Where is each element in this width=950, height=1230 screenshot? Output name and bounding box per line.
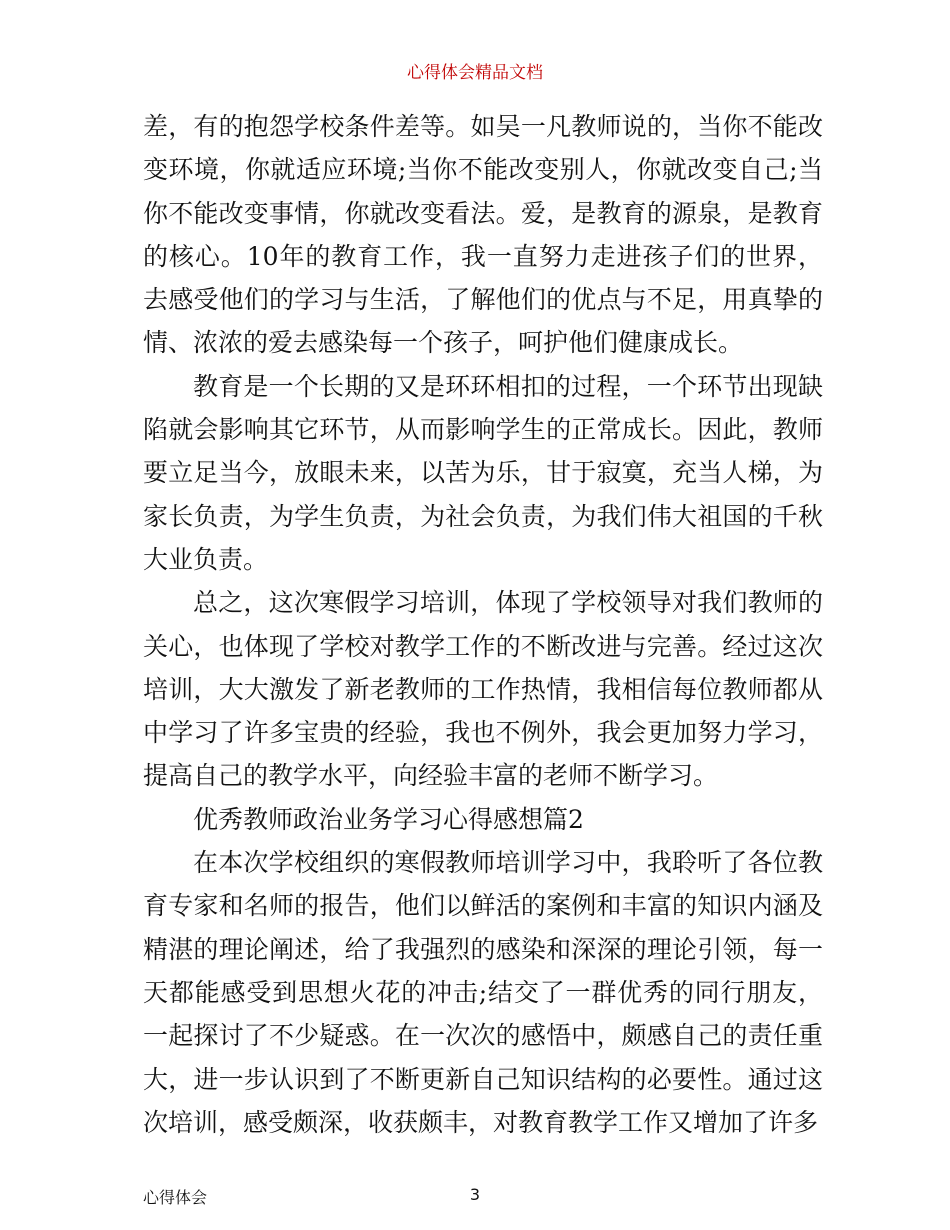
section-heading: 优秀教师政治业务学习心得感想篇2 xyxy=(193,804,584,834)
paragraph-2: 教育是一个长期的又是环环相扣的过程，一个环节出现缺陷就会影响其它环节，从而影响学生的正常成长。因此，教师要立足当今，放眼未来，以苦为乐，甘于寂寞，充当人梯，为家长负责，为学生负责，为社会负责，为我们伟大祖国的千秋大业负责。 xyxy=(143,371,823,574)
paragraph-1: 差，有的抱怨学校条件差等。如吴一凡教师说的，当你不能改变环境，你就适应环境;当你不能改变别人，你就改变自己;当你不能改变事情，你就改变看法。爱，是教育的源泉，是教育的核心。10年的教育工作，我一直努力走进孩子们的世界，去感受他们的学习与生活，了解他们的优点与不足，用真挚的情、浓浓的爱去感染每一个孩子，呵护他们健康成长。 xyxy=(143,112,823,358)
paragraph-4: 在本次学校组织的寒假教师培训学习中，我聆听了各位教育专家和名师的报告，他们以鲜活的案例和丰富的知识内涵及精湛的理论阐述，给了我强烈的感染和深深的理论引领，每一天都能感受到思想火花的冲击;结交了一群优秀的同行朋友，一起探讨了不少疑惑。在一次次的感悟中，颇感自己的责任重大，进一步认识到了不断更新自己知识结构的必要性。通过这次培训，感受颇深，收获颇丰，对教育教学工作又增加了许多 xyxy=(143,848,823,1137)
document-body xyxy=(143,105,823,1144)
paragraph-3: 总之，这次寒假学习培训，体现了学校领导对我们教师的关心，也体现了学校对教学工作的不断改进与完善。经过这次培训，大大激发了新老教师的工作热情，我相信每位教师都从中学习了许多宝贵的经验，我也不例外，我会更加努力学习，提高自己的教学水平，向经验丰富的老师不断学习。 xyxy=(143,588,823,791)
document-header-title: 心得体会精品文档 xyxy=(407,63,543,83)
footer-label: 心得体会 xyxy=(143,1188,208,1207)
page-number: 3 xyxy=(469,1185,481,1204)
